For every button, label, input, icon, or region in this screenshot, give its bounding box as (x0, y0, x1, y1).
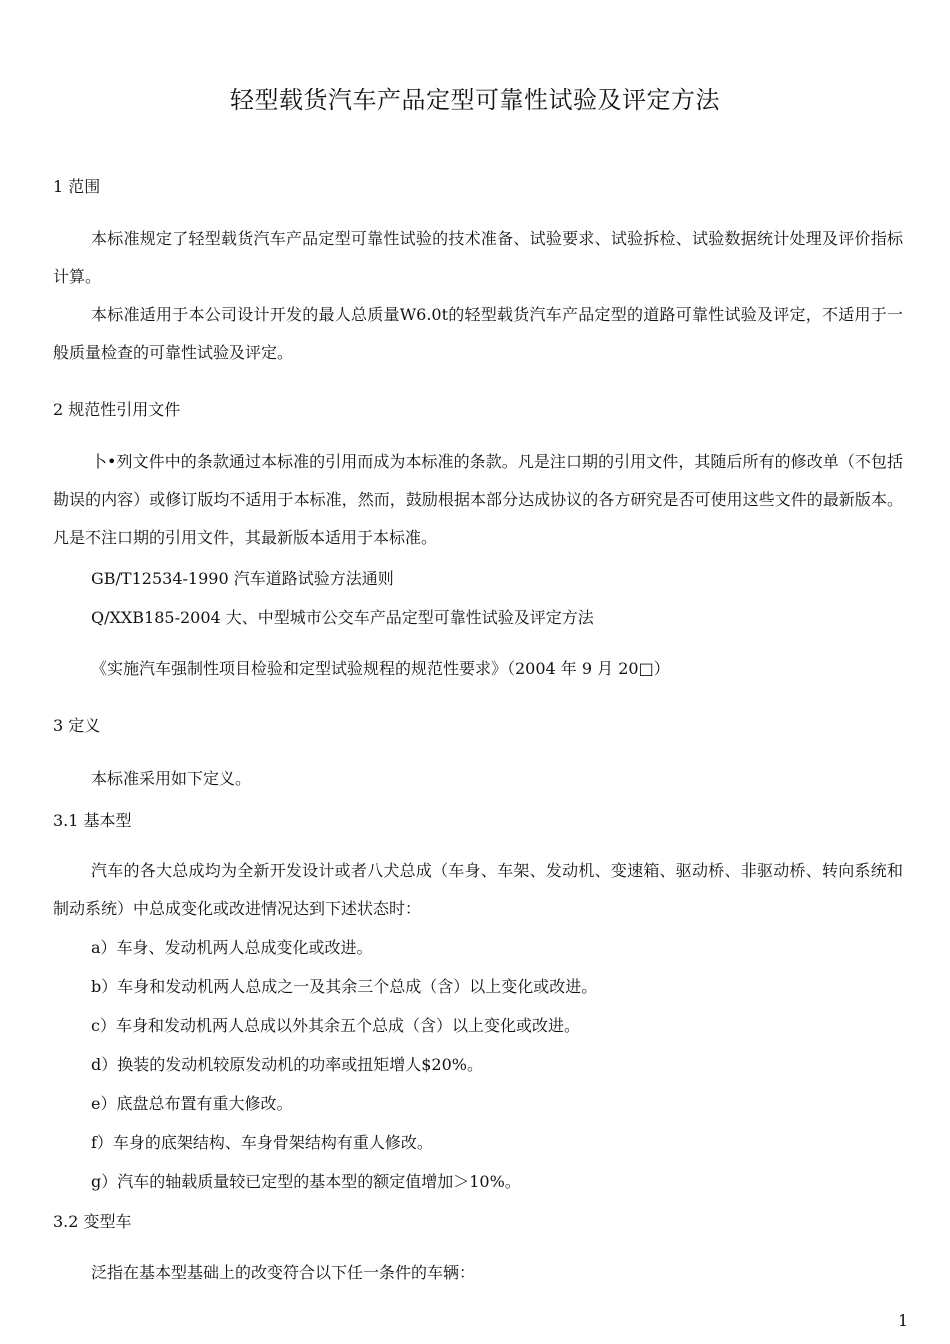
section-2-heading: 2 规范性引用文件 (53, 400, 181, 419)
list-item: b）车身和发动机两人总成之一及其余三个总成（含）以上变化或改进。 (91, 977, 598, 996)
page-number: 1 (898, 1311, 909, 1330)
list-item: a）车身、发动机两人总成变化或改进。 (91, 938, 373, 957)
section-3-2-paragraph: 泛指在基本型基础上的改变符合以下任一条件的车辆： (91, 1263, 476, 1282)
reference-item: Q/XXB185-2004 大、中型城市公交车产品定型可靠性试验及评定方法 (91, 608, 594, 627)
section-3-1-heading: 3.1 基本型 (53, 811, 132, 830)
section-1-heading: 1 范围 (53, 177, 101, 196)
reference-item: 《实施汽车强制性项目检验和定型试验规程的规范性要求》（2004 年 9 月 20□） (91, 659, 670, 678)
section-3-2-heading: 3.2 变型车 (53, 1212, 132, 1231)
section-3-heading: 3 定义 (53, 716, 101, 735)
section-2-paragraph: 卜•列文件中的条款通过本标准的引用而成为本标准的条款。凡是注口期的引用文件，其随后所有的修改单（不包括勘误的内容）或修订版均不适用于本标准，然而，鼓励根据本部分达成协议的各方研究是否可使用这些文件的最新版本。凡是不注口期的引用文件，其最新版本适用于本标准。 (53, 452, 903, 547)
list-item: e）底盘总布置有重大修改。 (91, 1094, 293, 1113)
list-item: d）换装的发动机较原发动机的功率或扭矩增人$20%。 (91, 1055, 483, 1074)
document-title: 轻型载货汽车产品定型可靠性试验及评定方法 (230, 86, 720, 114)
section-3-intro: 本标准采用如下定义。 (91, 769, 252, 788)
section-3-1-paragraph: 汽车的各大总成均为全新开发设计或者八犬总成（车身、车架、发动机、变速箱、驱动桥、非驱动桥、转向系统和制动系统）中总成变化或改进情况达到下述状态时： (53, 861, 903, 918)
list-item: c）车身和发动机两人总成以外其余五个总成（含）以上变化或改进。 (91, 1016, 580, 1035)
section-1-paragraph-1: 本标准规定了轻型载货汽车产品定型可靠性试验的技术准备、试验要求、试验拆检、试验数据统计处理及评价指标计算。 (53, 229, 903, 286)
list-item: g）汽车的轴载质量较已定型的基本型的额定值增加＞10%。 (91, 1172, 521, 1191)
section-1-paragraph-2: 本标准适用于本公司设计开发的最人总质量W6.0t的轻型载货汽车产品定型的道路可靠性试验及评定，不适用于一般质量检查的可靠性试验及评定。 (53, 305, 903, 362)
list-item: f）车身的底架结构、车身骨架结构有重人修改。 (91, 1133, 433, 1152)
reference-item: GB/T12534-1990 汽车道路试验方法通则 (91, 569, 394, 588)
